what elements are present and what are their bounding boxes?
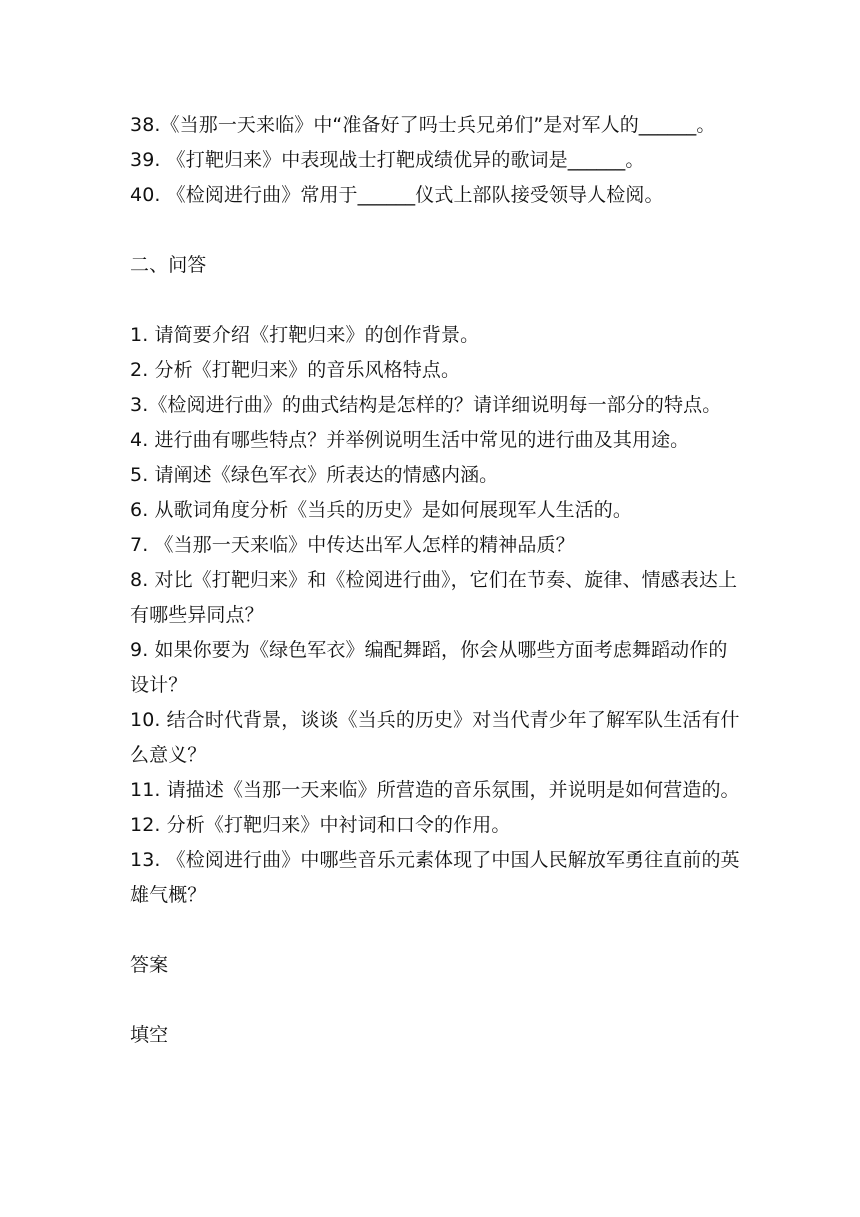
qa-item: 3.《检阅进行曲》的曲式结构是怎样的？请详细说明每一部分的特点。 bbox=[130, 394, 722, 416]
qa-item: 11. 请描述《当那一天来临》所营造的音乐氛围，并说明是如何营造的。 bbox=[130, 779, 740, 801]
spacer bbox=[130, 213, 740, 248]
qa-item: 5. 请阐述《绿色军衣》所表达的情感内涵。 bbox=[130, 464, 499, 486]
fill-blank-title: 填空 bbox=[130, 1024, 169, 1046]
spacer bbox=[130, 283, 740, 318]
qa-item: 4. 进行曲有哪些特点？并举例说明生活中常见的进行曲及其用途。 bbox=[130, 429, 690, 451]
fill-in-item: 38.《当那一天来临》中“准备好了吗士兵兄弟们”是对军人的______。 bbox=[130, 114, 716, 136]
fill-in-item: 40. 《检阅进行曲》常用于______仪式上部队接受领导人检阅。 bbox=[130, 184, 664, 206]
spacer bbox=[130, 983, 740, 1018]
qa-item: 2. 分析《打靶归来》的音乐风格特点。 bbox=[130, 359, 461, 381]
qa-item: 13. 《检阅进行曲》中哪些音乐元素体现了中国人民解放军勇往直前的英雄气概？ bbox=[130, 849, 740, 906]
qa-item: 10. 结合时代背景，谈谈《当兵的历史》对当代青少年了解军队生活有什么意义？ bbox=[130, 709, 740, 766]
section-title-qa: 二、问答 bbox=[130, 254, 207, 276]
qa-item: 6. 从歌词角度分析《当兵的历史》是如何展现军人生活的。 bbox=[130, 499, 632, 521]
document-content bbox=[130, 108, 740, 1053]
qa-item: 12. 分析《打靶归来》中衬词和口令的作用。 bbox=[130, 814, 511, 836]
qa-item: 8. 对比《打靶归来》和《检阅进行曲》，它们在节奏、旋律、情感表达上有哪些异同点？ bbox=[130, 569, 738, 626]
qa-item: 9. 如果你要为《绿色军衣》编配舞蹈，你会从哪些方面考虑舞蹈动作的设计？ bbox=[130, 639, 728, 696]
answer-title: 答案 bbox=[130, 954, 169, 976]
spacer bbox=[130, 913, 740, 948]
fill-in-item: 39. 《打靶归来》中表现战士打靶成绩优异的歌词是______。 bbox=[130, 149, 645, 171]
qa-item: 7. 《当那一天来临》中传达出军人怎样的精神品质？ bbox=[130, 534, 575, 556]
qa-item: 1. 请简要介绍《打靶归来》的创作背景。 bbox=[130, 324, 480, 346]
